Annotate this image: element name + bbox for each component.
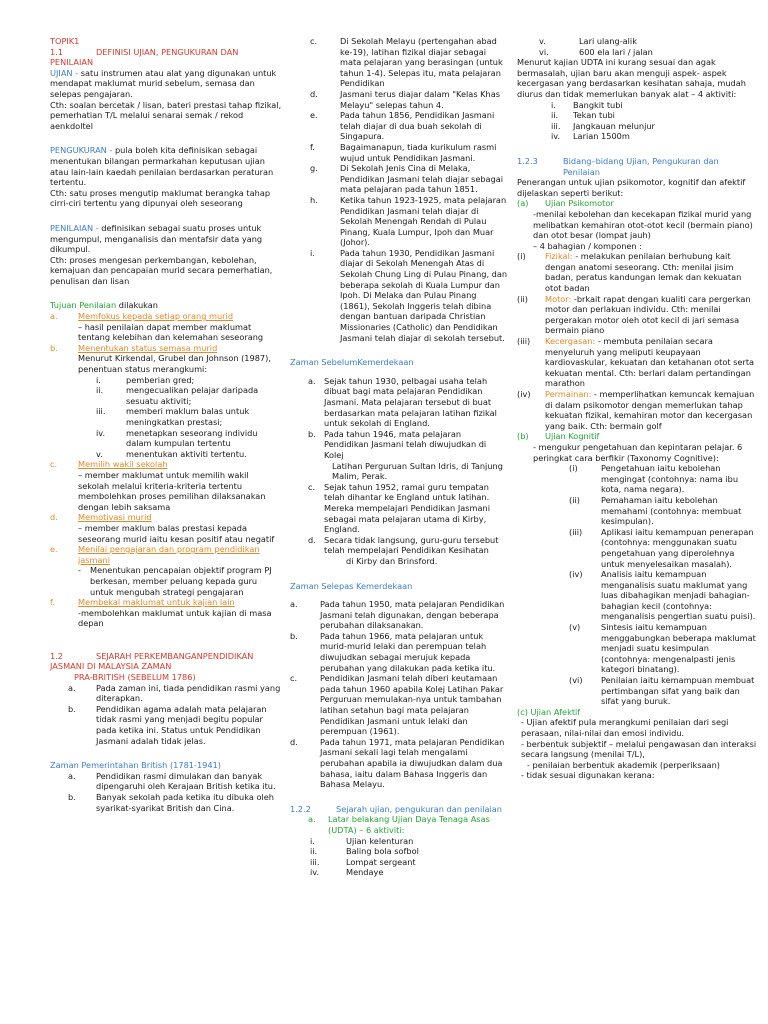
ujian-term: UJIAN - <box>50 67 79 78</box>
list-item: h. Ketika tahun 1923-1925, mata pelajaran Pendidikan Jasmani telah diajar di Sekolah Menengah Rendah di Pulau Pinang, Kuala Lumpur, Ipoh dan Muar (Johor). <box>310 194 507 248</box>
item-marker: a. <box>50 311 58 322</box>
list-item: a. Pendidikan rasmi dimulakan dan banyak dipengaruhi oleh Kerajaan British ketika itu. <box>68 770 276 792</box>
item-marker: e. <box>50 544 58 555</box>
kognitif-heading: (b) Ujian Kognitif <box>517 431 600 442</box>
section-1-2-title: SEJARAH PERKEMBANGANPENDIDIKAN JASMANI DI MALAYSIA ZAMAN <box>50 650 254 672</box>
item-body: – member maklumat untuk memilih wakil sekolah melalui kriteria-kriteria tertentu membolehkan proses pemilihan dilaksanakan dengan lebih saksama <box>78 469 266 512</box>
item-title: Memilih wakil sekolah <box>78 459 168 470</box>
list-item: i. Pada tahun 1930, Pendidikan Jasmani diajar di Sekolah Menengah Atas di Sekolah Chung Ling di Pulau Pinang, dan beberapa sekolah di Kuala Lumpur dan Ipoh. Di Melaka dan Pulau Pinang (1861), Sekolah Inggeris telah dibina dengan bantuan daripada Christian Missionaries (Catholic) dan Pendidikan Jasmani telah diajar di sekolah tersebut. <box>310 247 508 343</box>
afektif-heading: (c) Ujian Afektif <box>517 706 581 717</box>
kognitif-item: (vi) Penilaian iaitu kemampuan membuat pertimbangan sifat yang baik dan sifat yang buruk. <box>569 675 755 707</box>
list-item: a. Sejak tahun 1930, pelbagai usaha telah dibuat bagi mata pelajaran Pendidikan Jasmani. Mata pelajaran tersebut di buat berdasarkan mata pelajaran latihan fizikal untuk sekolah di England. <box>308 375 497 429</box>
item-title: Menilai pengajaran dan program pendidikan jasmani <box>78 544 260 565</box>
list-item: iv. Larian 1500m <box>551 131 630 142</box>
list-item: g. Di Sekolah Jenis Cina di Melaka, Pendidikan Jasmani telah diajar sebagai mata pelajaran pada tahun 1851. <box>310 163 504 195</box>
afektif-line: - Ujian afektif pula merangkumi penilaian dari segi perasaan, nilai-nilai dan emosi individu. <box>521 717 729 738</box>
list-item: d. Jasmani terus diajar dalam "Kelas Khas Melayu" selepas tahun 4. <box>310 88 501 110</box>
list-item: c. Pendidikan Jasmani telah diberi keutamaan pada tahun 1960 apabila Kolej Latihan Pakar Perguruan memulakan-nya untuk tambahan latihan setahun bagi mata pelajaran Pendidikan Jasmani untuk lelaki dan perempuan (1961). <box>290 673 504 737</box>
tujuan-heading <box>50 300 282 311</box>
british-era-heading: Zaman Pemerintahan British (1781-1941) <box>50 760 221 771</box>
tujuan-item-e <box>50 544 282 565</box>
item-title: Menentukan status semasa murid <box>78 342 218 353</box>
item-body: - Menentukan pencapaian objektif program PJ berkesan, member peluang kepada guru untuk mengubah strategi pengajaran <box>78 565 272 597</box>
afektif-line: - tidak sesuai digunakan kerana: <box>521 770 655 781</box>
list-item: e. Pada tahun 1856, Pendidikan Jasmani telah diajar di dua buah sekolah di Singapura. <box>310 110 495 142</box>
psikomotor-heading: (a) Ujian Psikomotor <box>517 198 614 209</box>
item-marker: b. <box>50 342 58 353</box>
ujian-example: Cth: soalan bercetak / lisan, bateri prestasi tahap fizikal, pemerhatian T/L melalui senarai semak / rekod aenkdoltel <box>50 99 282 131</box>
post-independence-heading: Zaman Selepas Kemerdekaan <box>290 580 413 591</box>
pre-independence-heading: Zaman SebelumKemerdekaan <box>290 357 414 368</box>
pra-british-heading: PRA-BRITISH (SEBELUM 1786) <box>74 672 196 683</box>
list-item: i. Bangkit tubi <box>551 99 623 110</box>
tujuan-item-d <box>50 512 282 523</box>
psikomotor-komponen: – 4 bahagian / komponen : <box>533 240 642 251</box>
section-number: 1.2.3 <box>517 155 538 166</box>
section-1-2-3-heading <box>517 156 757 177</box>
list-item: b. Pada tahun 1946, mata pelajaran Pendidikan Jasmani telah diwujudkan di Kolej <box>308 428 487 460</box>
kognitif-desc: - mengukur pengetahuan dan kepintaran pelajar. 6 peringkat cara berfikir (Taxonomy Cognitive): <box>533 441 743 463</box>
kognitif-item: (v) Sintesis iaitu kemampuan menggabungkan beberapa maklumat menjadi suatu kesimpulan (contohnya: mengenalpasti jenis kategori binatang). <box>569 622 756 675</box>
list-item: Latihan Perguruan Sultan Idris, di Tanjung Malim, Perak. <box>332 460 503 482</box>
list-item: vi. 600 ela lari / jalan <box>539 46 653 57</box>
kajian-paragraph: Menurut kajian UDTA ini kurang sesuai dan agak bermasalah, ujian baru akan menguji aspek- aspek kecergasan yang berdasarkan kesihatan sahaja, mudah diurus dan tidak memerlukan banyak alat – 4 aktiviti: <box>517 57 746 99</box>
tujuan-tail: dilakukan <box>116 300 158 311</box>
section-number: 1.2 <box>50 650 64 661</box>
list-item: iv. menetapkan seseorang individu dalam kumpulan tertentu <box>96 427 258 449</box>
section-1-1-heading <box>50 47 282 58</box>
section-title: Sejarah ujian, pengukuran dan penilaian <box>336 803 502 814</box>
tujuan-item-b <box>50 343 282 354</box>
section-title-cont: PENILAIAN <box>50 57 94 68</box>
list-item: iii. memberi maklum balas untuk meningkatkan prestasi; <box>96 406 250 427</box>
list-item: a. Pada zaman ini, tiada pendidikan rasmi yang diterapkan. <box>68 682 281 704</box>
kognitif-item: (iii) Aplikasi iaitu kemampuan penerapan (contohnya: menggunakan suatu pengetahuan yang diperolehnya untuk menyelesaikan masalah). <box>569 526 754 569</box>
pengukuran-term: PENGUKURAN - <box>50 145 113 156</box>
list-item: v. Lari ulang-alik <box>539 36 637 46</box>
list-item: a. Pada tahun 1950, mata pelajaran Pendidikan Jasmani telah digunakan, dengan beberapa perubahan dilaksanakan. <box>290 599 505 631</box>
column-3 <box>517 36 757 781</box>
list-item: ii. mengecualikan pelajar daripada sesuatu aktiviti; <box>96 385 259 406</box>
item-marker: f. <box>50 597 55 608</box>
ujian-def: satu instrumen atau alat yang digunakan untuk mendapat maklumat murid sebelum, semasa dan selepas pengajaran. <box>50 67 277 99</box>
item-title: Memotivasi murid <box>78 512 152 523</box>
section-title: Bidang–bidang Ujian, Pengukuran dan Penilaian <box>563 155 719 177</box>
list-item: c. Sejak tahun 1952, ramai guru tempatan telah dihantar ke England untuk latihan. Mereka mempelajari Pendidikan Jasmani sebagai mata pelajaran utama di Kirby, England. <box>308 481 490 535</box>
afektif-line: - berbentuk subjektif – melalui pengawasan dan interaksi secara langsung (menilai T/L), <box>521 738 757 760</box>
penilaian-def: definisikan sebagai suatu proses untuk mengumpul, menganalisis dan mentafsir data yang dikumpul. <box>50 222 263 255</box>
psikomotor-item: (i) Fizikal: - melakukan penilaian berhubung kait dengan anatomi seseorang. Cth: menilai jisim badan, peratus kandungan lemak dan kekuatan otot badan <box>517 251 742 294</box>
tujuan-title: Tujuan Penilaian <box>50 300 117 311</box>
item-marker: d. <box>50 512 58 523</box>
section-1-2-2-heading <box>290 804 508 815</box>
pengukuran-example: Cth: satu proses mengutip maklumat berangka tahap cirri-ciri tertentu yang dipunyai oleh seseorang <box>50 187 271 209</box>
item-body: Menurut Kirkendal, Grubel dan Johnson (1987), penentuan status merangkumi: <box>78 353 271 375</box>
list-item: d. Secara tidak langsung, guru-guru tersebut telah mempelajari Pendidikan Kesihatan <box>308 534 499 556</box>
kognitif-item: (ii) Pemahaman iaitu kebolehan memahami (contohnya: membuat kesimpulan). <box>569 494 742 527</box>
list-item: ii. Tekan tubi <box>551 110 615 121</box>
tujuan-item-c <box>50 459 282 470</box>
column-1 <box>50 36 282 813</box>
penerangan-paragraph: Penerangan untuk ujian psikomotor, kognitif dan afektif dijelaskan seperti berikut: <box>517 177 746 198</box>
item-title: Memfokus kepada setiap orang murid <box>78 311 234 322</box>
list-item: iii. Lompat sergeant <box>310 856 416 867</box>
list-item: i. Ujian kelenturan <box>310 835 414 846</box>
list-item: b. Pendidikan agama adalah mata pelajaran tidak rasmi yang menjadi begitu popular pada ketika ini. Status untuk Pendidikan Jasmani adalah tidak jelas. <box>68 703 267 746</box>
item-body: – hasil penilaian dapat member maklumat tentang kelebihan dan kelemahan seseorang <box>78 321 264 343</box>
psikomotor-item: (iv) Permainan: - memperlihatkan kemuncak kemajuan di dalam psikomotor dengan memerlukan tahap kekuatan fizikal, kemahiran motor dan kecergasan yang baik. Cth: bermain golf <box>517 389 755 431</box>
list-item: iii. Jangkauan melunjur <box>551 120 655 131</box>
tujuan-item-f <box>50 597 282 608</box>
tujuan-item-a <box>50 311 282 322</box>
kognitif-item: (i) Pengetahuan iaitu kebolehan mengingat (contohnya: nama ibu kota, nama negara). <box>569 463 739 495</box>
psikomotor-item: (ii) Motor: -brkait rapat dengan kualiti cara pergerkan motor dan perlakuan individu. Cth: menilai pergerakan motor oleh otot kecil di jari semasa bermain piano <box>517 293 751 336</box>
list-item: iv. Mendaye <box>310 867 384 878</box>
column-2 <box>290 36 508 878</box>
list-item: v. menentukan aktiviti tertentu. <box>96 448 247 459</box>
list-item: i. pemberian gred; <box>96 374 195 385</box>
afektif-line: - penilaian berbentuk akademik (perperiksaan) <box>527 759 720 770</box>
pengukuran-def: pula boleh kita definisikan sebagai menentukan bilangan permarkahan keputusan ujian atau lain-lain kaedah penilaian berdasarkan peraturan tertentu. <box>50 145 274 188</box>
item-body: -membolehkan maklumat untuk kajian di masa depan <box>78 607 272 629</box>
psikomotor-desc: -menilai kebolehan dan kecekapan fizikal murid yang melibatkan kemahiran otot-otot kecil (bermain piano) dan otot besar (lompat jauh) <box>533 208 753 241</box>
list-item: ii. Baling bola sofbol <box>310 846 419 857</box>
section-title: DEFINISI UJIAN, PENGUKURAN DAN <box>96 46 239 57</box>
list-item: d. Pada tahun 1971, mata pelajaran Pendidikan Jasmani sekali lagi telah mengalami perubahan apabila ia diwujudkan dalam dua bahasa, iaitu dalam Bahasa Inggeris dan Bahasa Melayu. <box>290 736 505 790</box>
list-item: di Kirby dan Brinsford. <box>346 555 438 566</box>
penilaian-definition <box>50 223 282 255</box>
topic-label: TOPIK1 <box>50 36 80 46</box>
item-body: – member maklum balas prestasi kepada seseorang murid iaitu kesan positif atau negatif <box>78 522 275 544</box>
section-number: 1.1 <box>50 46 64 57</box>
ujian-definition <box>50 68 282 100</box>
psikomotor-item: (iii) Kecergasan: - membuta penilaian secara menyeluruh yang meliputi keupayaan kardiovaskular, kekuatan dan ketahanan otot serta kekuatan mental. Cth: berlari dalam pertandingan marathon <box>517 336 755 389</box>
list-item: b. Pada tahun 1966, mata pelajaran untuk murid-murid lelaki dan perempuan telah diwujudkan sebagai merujuk kepada perubahan yang dilakukan pada ketika itu. <box>290 630 496 673</box>
list-item: b. Banyak sekolah pada ketika itu dibuka oleh syarikat-syarikat British dan Cina. <box>68 792 274 813</box>
penilaian-term: PENILAIAN - <box>50 222 99 233</box>
section-number: 1.2.2 <box>290 803 311 814</box>
item-title: Membekal maklumat untuk kajian lain <box>78 597 235 608</box>
item-marker: c. <box>50 459 58 470</box>
list-item: c. Di Sekolah Melayu (pertengahan abad ke-19), latihan fizikal diajar sebagai mata pelajaran yang berasingan (untuk tahun 1-4). Selepas itu, mata pelajaran Pendidikan <box>310 36 503 89</box>
status-sublist <box>50 375 282 460</box>
pengukuran-definition <box>50 145 282 187</box>
penilaian-example: Cth: proses mengesan perkembangan, kebolehan, kemajuan dan pencapaian murid secara pemerhatian, penulisan dan lisan <box>50 254 273 286</box>
list-item: f. Bagaimanapun, tiada kurikulum rasmi wujud untuk Pendidikan Jasmani. <box>310 141 497 163</box>
udta-heading: a. Latar belakang Ujian Daya Tenaga Asas (UDTA) – 6 aktiviti: <box>308 814 490 835</box>
kognitif-item: (iv) Analisis iaitu kemampuan menganalisis suatu maklumat yang luas dibahagikan menjadi bahagian-bahagian kecil (contohnya: menganalisis pengertian suatu puisi). <box>569 569 756 622</box>
